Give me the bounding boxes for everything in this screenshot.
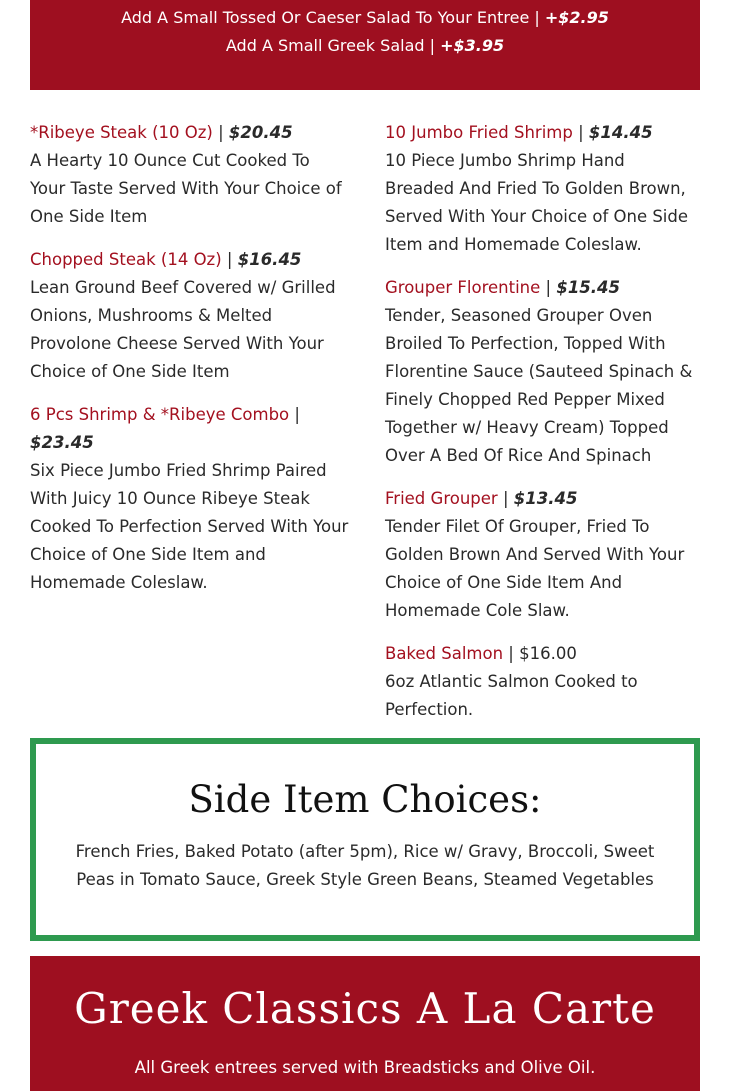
greek-classics-subtitle: All Greek entrees served with Breadsticks and Olive Oil. [134, 1058, 596, 1077]
menu-item-name: Baked Salmon [385, 644, 504, 663]
tossed-salad-addon [30, 4, 700, 32]
menu-item: Baked Salmon | $16.00 6oz Atlantic Salmon Cooked to Perfection. [385, 640, 695, 724]
menu-item-price: $16.00 [519, 644, 577, 663]
menu-item-name: Chopped Steak (14 Oz) [30, 250, 222, 269]
greek-classics-title: Greek Classics A La Carte [74, 984, 656, 1033]
menu-item: 6 Pcs Shrimp & *Ribeye Combo | $23.45 Six Piece Jumbo Fried Shrimp Paired With Juicy 10 Ounce Ribeye Steak Cooked To Perfection Served With Your Choice of One Side Item and Homemade Coleslaw. [30, 401, 350, 597]
menu-item-price: $20.45 [228, 123, 293, 142]
menu-item-price: $23.45 [30, 433, 94, 452]
menu-item-description: 10 Piece Jumbo Shrimp Hand Breaded And Fried To Golden Brown, Served With Your Choice of One Side Item and Homemade Coleslaw. [385, 151, 689, 254]
salad-addon-banner [30, 0, 700, 90]
menu-item-name: *Ribeye Steak (10 Oz) [30, 123, 213, 142]
menu-item-description: Tender Filet Of Grouper, Fried To Golden Brown And Served With Your Choice of One Side Item And Homemade Cole Slaw. [385, 517, 685, 620]
menu-item-description: Lean Ground Beef Covered w/ Grilled Onions, Mushrooms & Melted Provolone Cheese Served With Your Choice of One Side Item [30, 278, 336, 381]
greek-salad-addon [30, 32, 700, 60]
menu-item: Grouper Florentine | $15.45 Tender, Seasoned Grouper Oven Broiled To Perfection, Topped With Florentine Sauce (Sauteed Spinach & Finely Chopped Red Pepper Mixed Together w/ Heavy Cream) Topped Over A Bed Of Rice And Spinach [385, 274, 695, 470]
menu-column-right [385, 119, 695, 739]
menu-item-name: Fried Grouper [385, 489, 498, 508]
menu-item: *Ribeye Steak (10 Oz) | $20.45 A Hearty 10 Ounce Cut Cooked To Your Taste Served With Your Choice of One Side Item [30, 119, 350, 231]
menu-item-name: 10 Jumbo Fried Shrimp [385, 123, 573, 142]
menu-item-price: $13.45 [513, 489, 578, 508]
side-item-choices-box [30, 738, 700, 941]
side-items-title: Side Item Choices: [188, 778, 542, 821]
menu-column-left [30, 119, 350, 612]
menu-item: 10 Jumbo Fried Shrimp | $14.45 10 Piece Jumbo Shrimp Hand Breaded And Fried To Golden Brown, Served With Your Choice of One Side Item and Homemade Coleslaw. [385, 119, 695, 259]
menu-item-description: Tender, Seasoned Grouper Oven Broiled To Perfection, Topped With Florentine Sauce (Sauteed Spinach & Finely Chopped Red Pepper Mixed Together w/ Heavy Cream) Topped Over A Bed Of Rice And Spinach [385, 306, 693, 465]
tossed-salad-text: Add A Small Tossed Or Caeser Salad To Your Entree | [121, 8, 545, 27]
tossed-salad-price: +$2.95 [544, 8, 609, 27]
menu-item-name: Grouper Florentine [385, 278, 541, 297]
side-items-list: French Fries, Baked Potato (after 5pm), Rice w/ Gravy, Broccoli, Sweet Peas in Tomato Sauce, Greek Style Green Beans, Steamed Vegetables [75, 842, 655, 889]
greek-salad-price: +$3.95 [440, 36, 505, 55]
menu-item-name: 6 Pcs Shrimp & *Ribeye Combo [30, 405, 290, 424]
menu-item-price: $15.45 [556, 278, 621, 297]
greek-salad-text: Add A Small Greek Salad | [225, 36, 441, 55]
menu-item-description: 6oz Atlantic Salmon Cooked to Perfection. [385, 672, 638, 719]
menu-item-description: A Hearty 10 Ounce Cut Cooked To Your Taste Served With Your Choice of One Side Item [30, 151, 342, 226]
menu-item: Chopped Steak (14 Oz) | $16.45 Lean Ground Beef Covered w/ Grilled Onions, Mushrooms & Melted Provolone Cheese Served With Your Choice of One Side Item [30, 246, 350, 386]
greek-classics-banner [30, 956, 700, 1091]
menu-item-price: $16.45 [237, 250, 302, 269]
menu-item: Fried Grouper | $13.45 Tender Filet Of Grouper, Fried To Golden Brown And Served With Your Choice of One Side Item And Homemade Cole Slaw. [385, 485, 695, 625]
menu-item-description: Six Piece Jumbo Fried Shrimp Paired With Juicy 10 Ounce Ribeye Steak Cooked To Perfection Served With Your Choice of One Side Item and Homemade Coleslaw. [30, 461, 349, 592]
menu-item-price: $14.45 [588, 123, 653, 142]
